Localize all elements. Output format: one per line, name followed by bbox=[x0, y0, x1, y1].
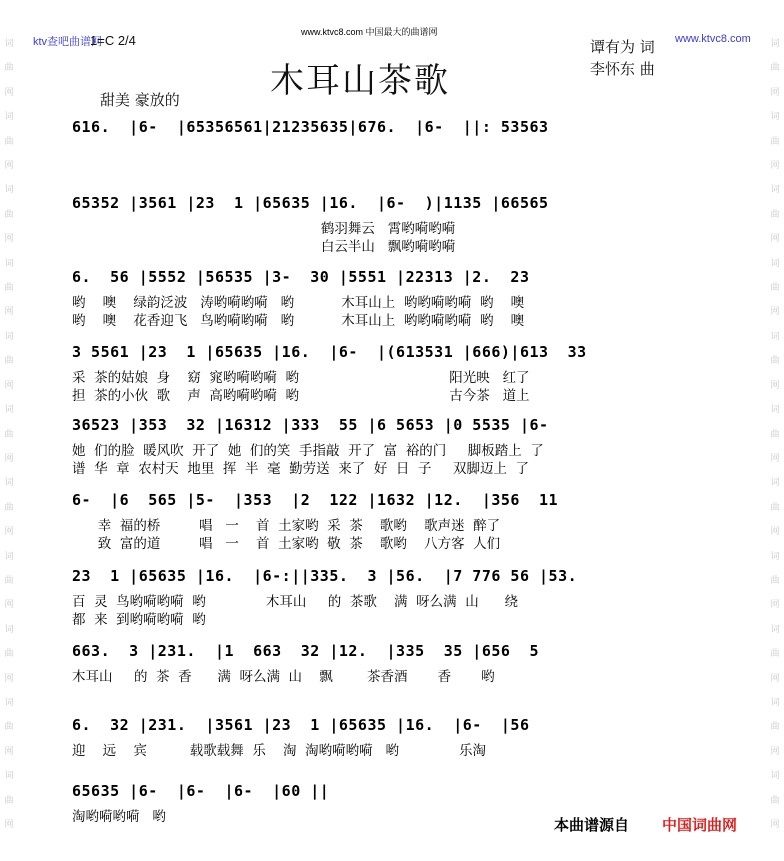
strip-char: 曲 bbox=[770, 63, 780, 74]
strip-char: 曲 bbox=[4, 283, 14, 294]
score-system-5 bbox=[72, 416, 712, 477]
lyric-verse-1: 幸 福的桥 唱 一 首 土家哟 采 茶 歌哟 歌声迷 醉了 bbox=[72, 518, 501, 534]
strip-char: 网 bbox=[4, 673, 14, 684]
lyric-verse-2: 白云半山 飘哟嗬哟嗬 bbox=[72, 239, 456, 255]
strip-char: 曲 bbox=[4, 795, 14, 806]
strip-char: 词 bbox=[770, 112, 780, 123]
notation-line: 65352 |3561 |23 1 |65635 |16. |6- )|1135 |66565 bbox=[72, 194, 549, 212]
strip-char: 曲 bbox=[770, 356, 780, 367]
strip-char: 词 bbox=[4, 39, 14, 49]
notation-line: 3 5561 |23 1 |65635 |16. |6- |(613531 |666)|613 33 bbox=[72, 343, 587, 361]
strip-char: 曲 bbox=[770, 429, 780, 440]
strip-char: 网 bbox=[4, 307, 14, 318]
source-label: 本曲谱源自 bbox=[554, 816, 630, 834]
tempo-marking: 甜美 豪放的 bbox=[100, 91, 180, 109]
strip-char: 网 bbox=[770, 87, 780, 98]
strip-char: 曲 bbox=[770, 502, 780, 513]
key-signature: 1=C 2/4 bbox=[90, 33, 136, 48]
strip-char: 词 bbox=[770, 185, 780, 196]
strip-char: 网 bbox=[770, 161, 780, 172]
notation-line: 6. 56 |5552 |56535 |3- 30 |5551 |22313 |2. 23 bbox=[72, 268, 530, 286]
strip-char: 词 bbox=[770, 39, 780, 49]
score-system-6 bbox=[72, 491, 712, 552]
score-system-2 bbox=[72, 194, 712, 255]
strip-char: 词 bbox=[770, 551, 780, 562]
notation-line: 6. 32 |231. |3561 |23 1 |65635 |16. |6- |56 bbox=[72, 716, 530, 734]
strip-char: 网 bbox=[4, 746, 14, 757]
strip-char: 词 bbox=[4, 771, 14, 782]
notation-line: 65635 |6- |6- |6- |60 || bbox=[72, 782, 330, 800]
strip-char: 网 bbox=[4, 600, 14, 611]
notation-line: 6- |6 565 |5- |353 |2 122 |1632 |12. |356 11 bbox=[72, 491, 559, 509]
song-title: 木耳山茶歌 bbox=[270, 60, 450, 101]
strip-char: 网 bbox=[770, 453, 780, 464]
strip-char: 网 bbox=[770, 380, 780, 391]
strip-char: 网 bbox=[4, 380, 14, 391]
strip-char: 词 bbox=[4, 258, 14, 269]
strip-char: 曲 bbox=[770, 795, 780, 806]
strip-char: 词 bbox=[4, 112, 14, 123]
watermark-left: ktv查吧曲谱网 bbox=[33, 36, 103, 48]
source-brand: 中国词曲网 bbox=[662, 816, 738, 834]
watermark-right: www.ktvc8.com bbox=[675, 33, 751, 45]
strip-char: 词 bbox=[4, 624, 14, 635]
strip-char: 词 bbox=[770, 771, 780, 782]
strip-char: 网 bbox=[4, 527, 14, 538]
lyric-verse-2: 致 富的道 唱 一 首 土家哟 敬 茶 歌哟 八方客 人们 bbox=[72, 536, 501, 552]
strip-char: 网 bbox=[770, 746, 780, 757]
lyricist-credit: 谭有为 词 bbox=[590, 38, 655, 56]
lyric-verse-2: 都 来 到哟嗬哟嗬 哟 bbox=[72, 612, 206, 628]
lyric-verse-1: 淘哟嗬哟嗬 哟 bbox=[72, 809, 166, 825]
strip-char: 曲 bbox=[770, 575, 780, 586]
lyric-verse-1: 木耳山 的 茶 香 满 呀么满 山 飘 茶香酒 香 哟 bbox=[72, 669, 495, 685]
strip-char: 曲 bbox=[770, 722, 780, 733]
strip-char: 网 bbox=[770, 820, 780, 830]
notation-line: 663. 3 |231. |1 663 32 |12. |335 35 |656 5 bbox=[72, 642, 540, 660]
strip-char: 曲 bbox=[4, 575, 14, 586]
lyric-verse-1: 哟 噢 绿韵泛波 涛哟嗬哟嗬 哟 木耳山上 哟哟嗬哟嗬 哟 噢 bbox=[72, 295, 525, 311]
strip-char: 词 bbox=[770, 697, 780, 708]
lyric-verse-2: 谱 华 章 农村天 地里 挥 半 毫 勤劳送 来了 好 日 子 双脚迈上 了 bbox=[72, 461, 530, 477]
lyric-verse-2: 哟 噢 花香迎飞 鸟哟嗬哟嗬 哟 木耳山上 哟哟嗬哟嗬 哟 噢 bbox=[72, 313, 525, 329]
strip-char: 词 bbox=[770, 478, 780, 489]
strip-char: 网 bbox=[770, 307, 780, 318]
strip-char: 词 bbox=[770, 405, 780, 416]
lyric-verse-1: 迎 远 宾 载歌载舞 乐 淘 淘哟嗬哟嗬 哟 乐淘 bbox=[72, 743, 487, 759]
lyric-verse-1: 鹤羽舞云 霄哟嗬哟嗬 bbox=[72, 221, 456, 237]
left-watermark-strip bbox=[2, 40, 16, 830]
strip-char: 词 bbox=[4, 185, 14, 196]
strip-char: 曲 bbox=[770, 209, 780, 220]
score-system-4 bbox=[72, 343, 712, 404]
strip-char: 词 bbox=[770, 624, 780, 635]
strip-char: 曲 bbox=[770, 649, 780, 660]
strip-char: 词 bbox=[770, 258, 780, 269]
strip-char: 词 bbox=[4, 405, 14, 416]
strip-char: 词 bbox=[4, 478, 14, 489]
strip-char: 网 bbox=[4, 161, 14, 172]
strip-char: 曲 bbox=[4, 63, 14, 74]
strip-char: 曲 bbox=[770, 283, 780, 294]
strip-char: 网 bbox=[770, 234, 780, 245]
strip-char: 网 bbox=[4, 87, 14, 98]
strip-char: 网 bbox=[4, 453, 14, 464]
notation-line: 23 1 |65635 |16. |6-:||335. 3 |56. |7 776 56 |53. bbox=[72, 567, 578, 585]
score-system-1 bbox=[72, 118, 712, 174]
notation-line: 36523 |353 32 |16312 |333 55 |6 5653 |0 5535 |6- bbox=[72, 416, 549, 434]
strip-char: 网 bbox=[770, 527, 780, 538]
lyric-verse-2: 担 茶的小伙 歌 声 高哟嗬哟嗬 哟 古今茶 道上 bbox=[72, 388, 530, 404]
score-system-3 bbox=[72, 268, 712, 329]
strip-char: 网 bbox=[4, 234, 14, 245]
composer-credit: 李怀东 曲 bbox=[590, 60, 655, 78]
strip-char: 曲 bbox=[4, 356, 14, 367]
strip-char: 曲 bbox=[4, 209, 14, 220]
lyric-verse-1: 她 们的脸 暖风吹 开了 她 们的笑 手指敲 开了 富 裕的门 脚板踏上 了 bbox=[72, 443, 544, 459]
lyric-verse-1: 百 灵 鸟哟嗬哟嗬 哟 木耳山 的 茶歌 满 呀么满 山 绕 bbox=[72, 594, 518, 610]
strip-char: 网 bbox=[770, 673, 780, 684]
score-system-9 bbox=[72, 716, 712, 772]
strip-char: 曲 bbox=[770, 136, 780, 147]
strip-char: 曲 bbox=[4, 136, 14, 147]
strip-char: 词 bbox=[770, 331, 780, 342]
strip-char: 曲 bbox=[4, 649, 14, 660]
strip-char: 网 bbox=[770, 600, 780, 611]
watermark-top: www.ktvc8.com 中国最大的曲谱网 bbox=[301, 27, 438, 37]
lyric-verse-1: 采 茶的姑娘 身 窈 窕哟嗬哟嗬 哟 阳光映 红了 bbox=[72, 370, 530, 386]
strip-char: 网 bbox=[4, 820, 14, 830]
right-watermark-strip bbox=[768, 40, 782, 830]
strip-char: 词 bbox=[4, 551, 14, 562]
strip-char: 词 bbox=[4, 697, 14, 708]
strip-char: 词 bbox=[4, 331, 14, 342]
score-system-8 bbox=[72, 642, 712, 698]
strip-char: 曲 bbox=[4, 502, 14, 513]
score-system-7 bbox=[72, 567, 712, 628]
strip-char: 曲 bbox=[4, 722, 14, 733]
notation-line: 616. |6- |65356561|21235635|676. |6- ||: 53563 bbox=[72, 118, 549, 136]
strip-char: 曲 bbox=[4, 429, 14, 440]
